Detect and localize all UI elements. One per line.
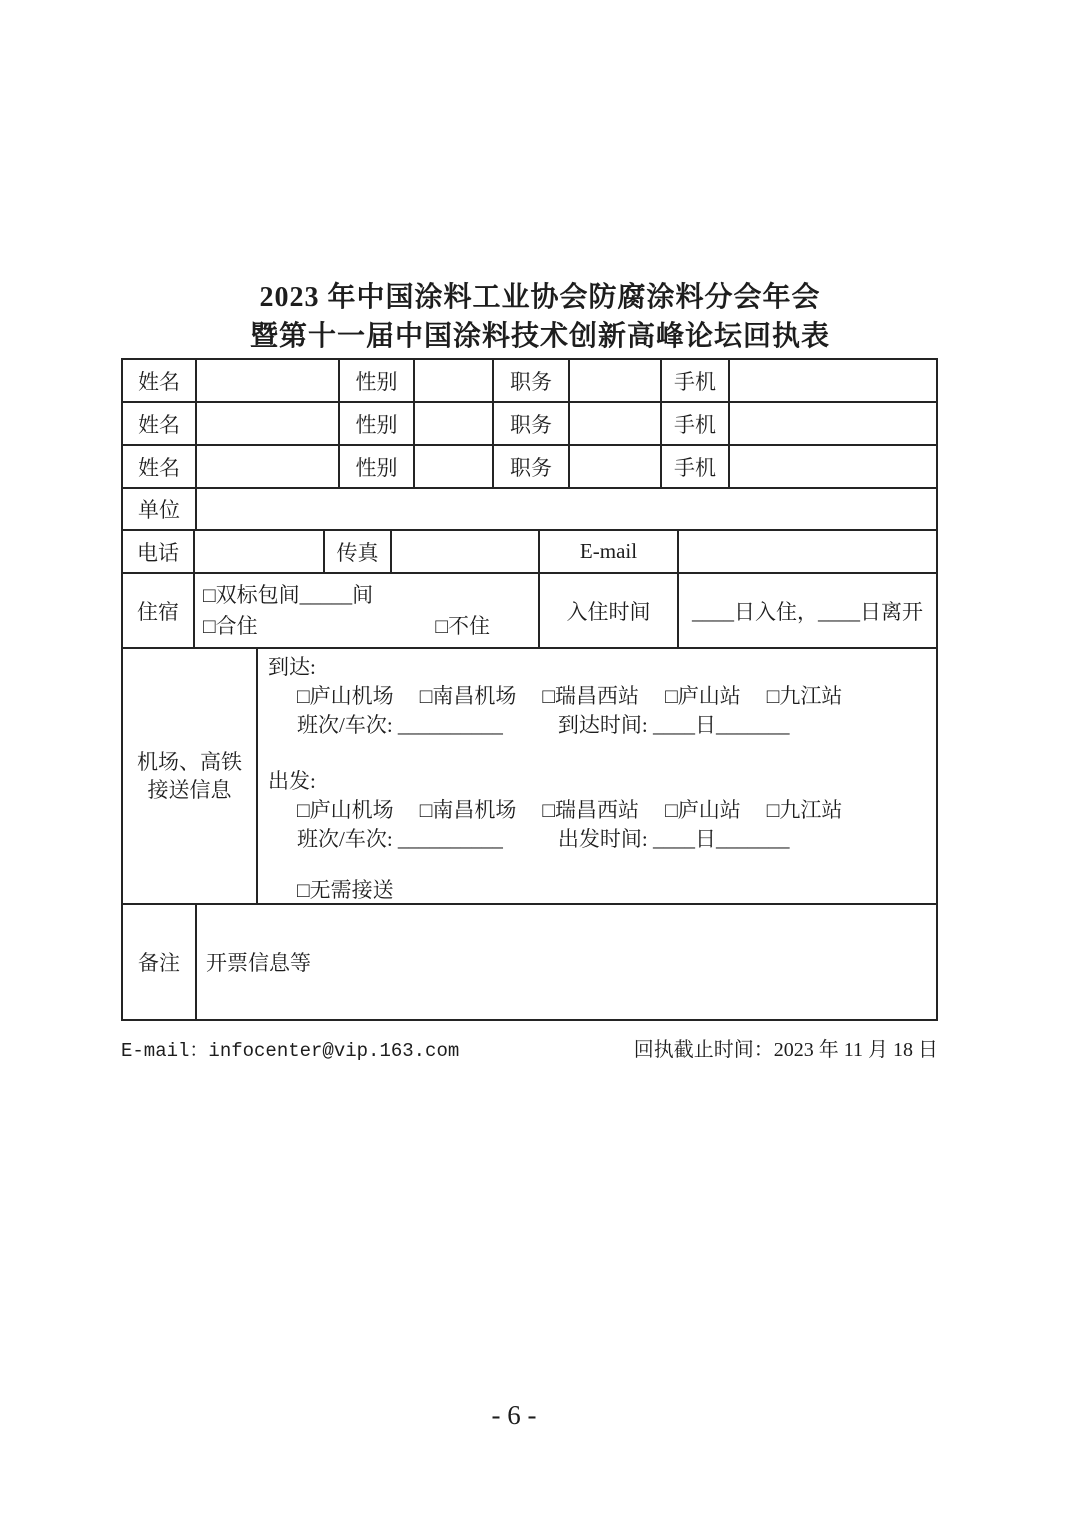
phone-label: 电话 bbox=[123, 531, 195, 572]
name-label: 姓名 bbox=[123, 360, 197, 401]
transfer-label-line2: 接送信息 bbox=[147, 778, 232, 802]
remarks-label: 备注 bbox=[123, 905, 197, 1019]
person-row-3 bbox=[123, 446, 936, 489]
no-transfer-checkbox: □无需接送 bbox=[297, 878, 394, 902]
person-row-2 bbox=[123, 403, 936, 446]
mobile-field bbox=[730, 403, 936, 444]
contact-row bbox=[123, 531, 936, 574]
lodging-option-none-checkbox: □不住 bbox=[435, 613, 490, 638]
reply-form-table bbox=[121, 358, 938, 1021]
lodging-row bbox=[123, 574, 936, 649]
departure-ruichangxi-station-checkbox: □瑞昌西站 bbox=[542, 798, 640, 822]
name-label: 姓名 bbox=[123, 446, 197, 487]
email-field bbox=[679, 531, 936, 572]
name-field bbox=[197, 446, 340, 487]
fax-field bbox=[392, 531, 540, 572]
lodging-options bbox=[195, 574, 540, 647]
mobile-label: 手机 bbox=[662, 403, 730, 444]
name-label: 姓名 bbox=[123, 403, 197, 444]
footer bbox=[121, 1033, 938, 1062]
unit-field bbox=[197, 489, 936, 529]
title-label: 职务 bbox=[494, 360, 570, 401]
mobile-label: 手机 bbox=[662, 446, 730, 487]
departure-flight-line bbox=[297, 825, 790, 854]
departure-stations bbox=[297, 796, 842, 825]
gender-label: 性别 bbox=[340, 446, 415, 487]
person-row-1 bbox=[123, 360, 936, 403]
arrival-time-field: 到达时间: ____日_______ bbox=[557, 713, 790, 737]
departure-time-field: 出发时间: ____日_______ bbox=[557, 827, 790, 851]
arrival-title: 到达: bbox=[268, 655, 316, 679]
transfer-row bbox=[123, 649, 936, 905]
arrival-lushan-station-checkbox: □庐山站 bbox=[665, 684, 741, 708]
lodging-option-share-checkbox: □合住 bbox=[203, 613, 258, 638]
page-number: - 6 - bbox=[491, 1400, 537, 1430]
title-label: 职务 bbox=[494, 403, 570, 444]
unit-row bbox=[123, 489, 936, 531]
gender-field bbox=[415, 360, 494, 401]
arrival-lushan-airport-checkbox: □庐山机场 bbox=[297, 684, 394, 708]
checkin-time-label: 入住时间 bbox=[540, 574, 679, 647]
gender-label: 性别 bbox=[340, 360, 415, 401]
title-field bbox=[570, 403, 662, 444]
title-field bbox=[570, 446, 662, 487]
transfer-label-line1: 机场、高铁 bbox=[137, 750, 242, 774]
email-label: E-mail bbox=[540, 531, 679, 572]
gender-label: 性别 bbox=[340, 403, 415, 444]
arrival-stations bbox=[297, 682, 842, 711]
departure-title: 出发: bbox=[268, 769, 316, 793]
transfer-label bbox=[123, 649, 258, 903]
arrival-nanchang-airport-checkbox: □南昌机场 bbox=[419, 684, 517, 708]
page-title-line1: 2023 年中国涂料工业协会防腐涂料分会年会 bbox=[259, 282, 821, 313]
departure-jiujiang-station-checkbox: □九江站 bbox=[766, 798, 843, 822]
footer-email: E-mail：infocenter@vip.163.com bbox=[121, 1040, 460, 1062]
remarks-field: 开票信息等 bbox=[206, 951, 311, 975]
fax-label: 传真 bbox=[325, 531, 392, 572]
departure-nanchang-airport-checkbox: □南昌机场 bbox=[419, 798, 517, 822]
arrival-flight-number-field: 班次/车次: __________ bbox=[297, 713, 503, 737]
name-field bbox=[197, 403, 340, 444]
arrival-flight-line bbox=[297, 711, 790, 740]
footer-deadline: 回执截止时间：2023 年 11 月 18 日 bbox=[633, 1039, 938, 1061]
page-title bbox=[0, 278, 1080, 356]
mobile-field bbox=[730, 360, 936, 401]
phone-field bbox=[195, 531, 325, 572]
gender-field bbox=[415, 403, 494, 444]
page-title-line2: 暨第十一届中国涂料技术创新高峰论坛回执表 bbox=[249, 321, 830, 352]
mobile-field bbox=[730, 446, 936, 487]
lodging-label: 住宿 bbox=[123, 574, 195, 647]
title-field bbox=[570, 360, 662, 401]
mobile-label: 手机 bbox=[662, 360, 730, 401]
transfer-content bbox=[258, 649, 936, 903]
departure-lushan-station-checkbox: □庐山站 bbox=[665, 798, 741, 822]
gender-field bbox=[415, 446, 494, 487]
arrival-ruichangxi-station-checkbox: □瑞昌西站 bbox=[542, 684, 640, 708]
checkin-time-field: ____日入住，____日离开 bbox=[692, 599, 923, 624]
arrival-jiujiang-station-checkbox: □九江站 bbox=[766, 684, 843, 708]
title-label: 职务 bbox=[494, 446, 570, 487]
remarks-row bbox=[123, 905, 936, 1019]
departure-flight-number-field: 班次/车次: __________ bbox=[297, 827, 503, 851]
departure-lushan-airport-checkbox: □庐山机场 bbox=[297, 798, 394, 822]
name-field bbox=[197, 360, 340, 401]
lodging-option-double-checkbox: □双标包间_____间 bbox=[203, 582, 374, 607]
unit-label: 单位 bbox=[123, 489, 197, 529]
